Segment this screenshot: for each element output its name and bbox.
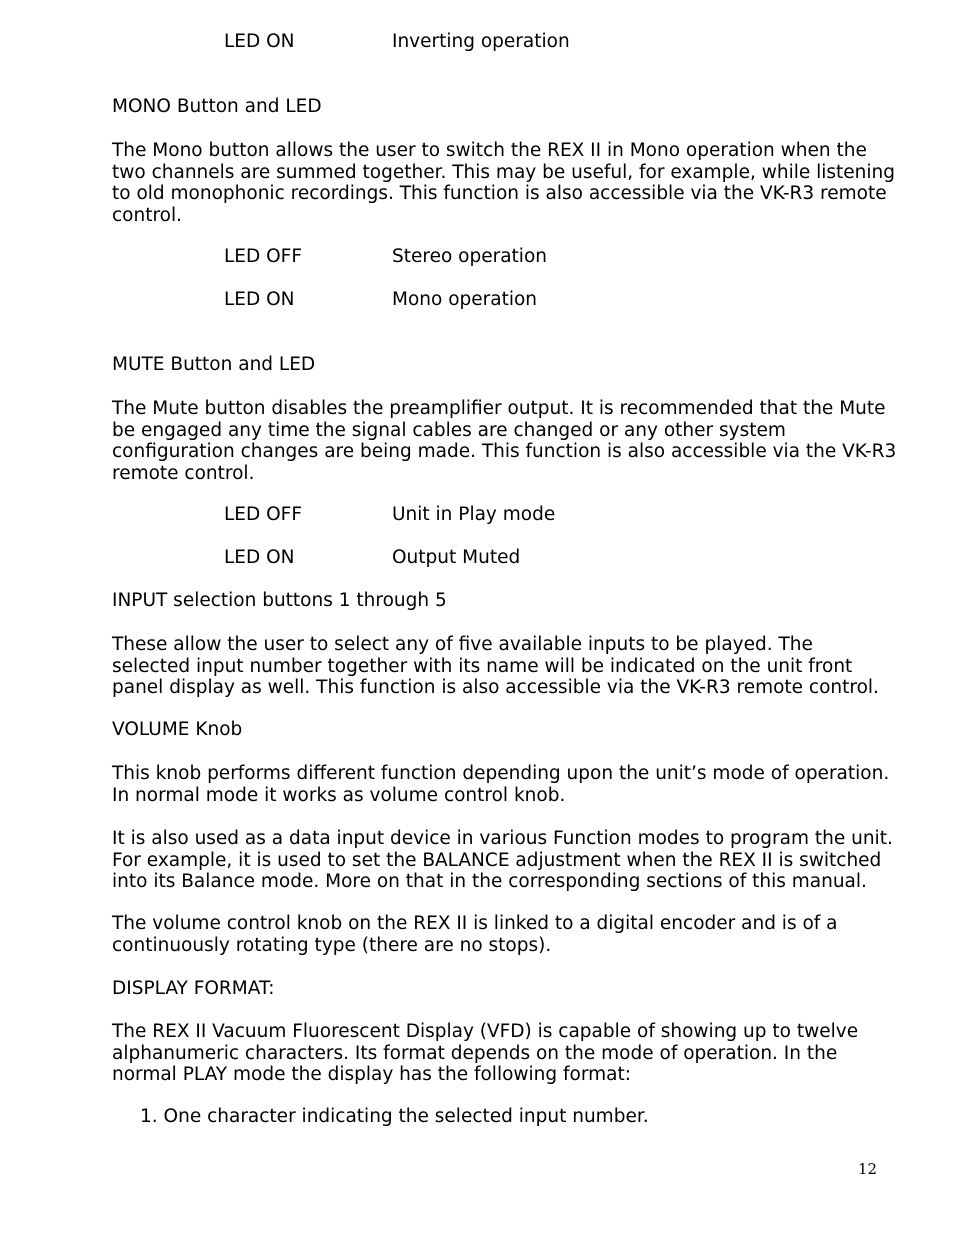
mono-heading xyxy=(112,96,322,117)
mute-heading-rest: Button and LED xyxy=(164,354,316,375)
volume-heading xyxy=(112,719,242,740)
input-number-first: 1 xyxy=(338,590,351,611)
mute-paragraph xyxy=(112,398,897,484)
paragraph-line: control. xyxy=(112,204,183,226)
mono-led-off-label: LED OFF xyxy=(224,246,302,267)
input-keyword: INPUT xyxy=(112,590,168,611)
paragraph-line: into its Balance mode. More on that in the corresponding sections of this manual. xyxy=(112,871,867,893)
input-number-last: 5 xyxy=(434,590,447,611)
paragraph-line: to old monophonic recordings. This function is also accessible via the VK-R3 remote xyxy=(112,183,887,205)
input-heading xyxy=(112,590,447,611)
volume-keyword: VOLUME xyxy=(112,719,190,740)
paragraph-line: For example, it is used to set the BALANCE adjustment when the REX II is switched xyxy=(112,849,882,871)
paragraph-line: selected input number together with its name will be indicated on the unit front xyxy=(112,655,853,677)
mono-heading-rest: Button and LED xyxy=(170,96,322,117)
mute-led-on-description: Output Muted xyxy=(392,547,521,568)
led-state-description: Inverting operation xyxy=(392,31,570,52)
paragraph-line: panel display as well. This function is also accessible via the VK-R3 remote control. xyxy=(112,677,879,699)
mono-led-on-description: Mono operation xyxy=(392,289,538,310)
paragraph-line: alphanumeric characters. Its format depends on the mode of operation. In the xyxy=(112,1042,838,1064)
mute-heading xyxy=(112,354,315,375)
paragraph-line: The Mute button disables the preamplifier output. It is recommended that the Mute xyxy=(112,398,886,419)
paragraph-line: In normal mode it works as volume control knob. xyxy=(112,784,566,806)
mute-led-off-description: Unit in Play mode xyxy=(392,504,556,525)
volume-paragraph-2 xyxy=(112,828,892,893)
input-paragraph xyxy=(112,634,892,699)
paragraph-line: These allow the user to select any of five available inputs to be played. The xyxy=(112,634,813,655)
paragraph-line: The volume control knob on the REX II is linked to a digital encoder and is of a xyxy=(112,913,838,934)
volume-heading-rest: Knob xyxy=(189,719,243,740)
paragraph-line: remote control. xyxy=(112,462,255,484)
paragraph-line: two channels are summed together. This may be useful, for example, while listening xyxy=(112,161,895,183)
mono-led-off-description: Stereo operation xyxy=(392,246,547,267)
mono-led-on-label: LED ON xyxy=(224,289,295,310)
display-paragraph xyxy=(112,1021,892,1086)
mute-led-on-label: LED ON xyxy=(224,547,295,568)
mono-keyword: MONO xyxy=(112,96,171,117)
mute-led-off-label: LED OFF xyxy=(224,504,302,525)
paragraph-line: This knob performs different function depending upon the unit’s mode of operation. xyxy=(112,763,890,784)
paragraph-line: The REX II Vacuum Fluorescent Display (VFD) is capable of showing up to twelve xyxy=(112,1021,859,1042)
paragraph-line: continuously rotating type (there are no stops). xyxy=(112,934,552,956)
volume-paragraph-3 xyxy=(112,913,892,956)
input-heading-through: through xyxy=(350,590,435,611)
display-format-heading: DISPLAY FORMAT: xyxy=(112,978,275,999)
paragraph-line: normal PLAY mode the display has the following format: xyxy=(112,1064,631,1086)
page-number: 12 xyxy=(858,1160,878,1178)
display-format-list-item: 1. One character indicating the selected input number. xyxy=(140,1106,649,1127)
mono-paragraph xyxy=(112,140,895,226)
paragraph-line: The Mono button allows the user to switch the REX II in Mono operation when the xyxy=(112,140,867,161)
led-state-label: LED ON xyxy=(224,31,295,52)
paragraph-line: configuration changes are being made. This function is also accessible via the VK-R3 xyxy=(112,441,897,463)
paragraph-line: be engaged any time the signal cables are changed or any other system xyxy=(112,419,786,441)
paragraph-line: It is also used as a data input device in various Function modes to program the unit. xyxy=(112,828,893,849)
input-heading-mid: selection buttons xyxy=(167,590,339,611)
volume-paragraph-1 xyxy=(112,763,892,806)
mute-keyword: MUTE xyxy=(112,354,165,375)
